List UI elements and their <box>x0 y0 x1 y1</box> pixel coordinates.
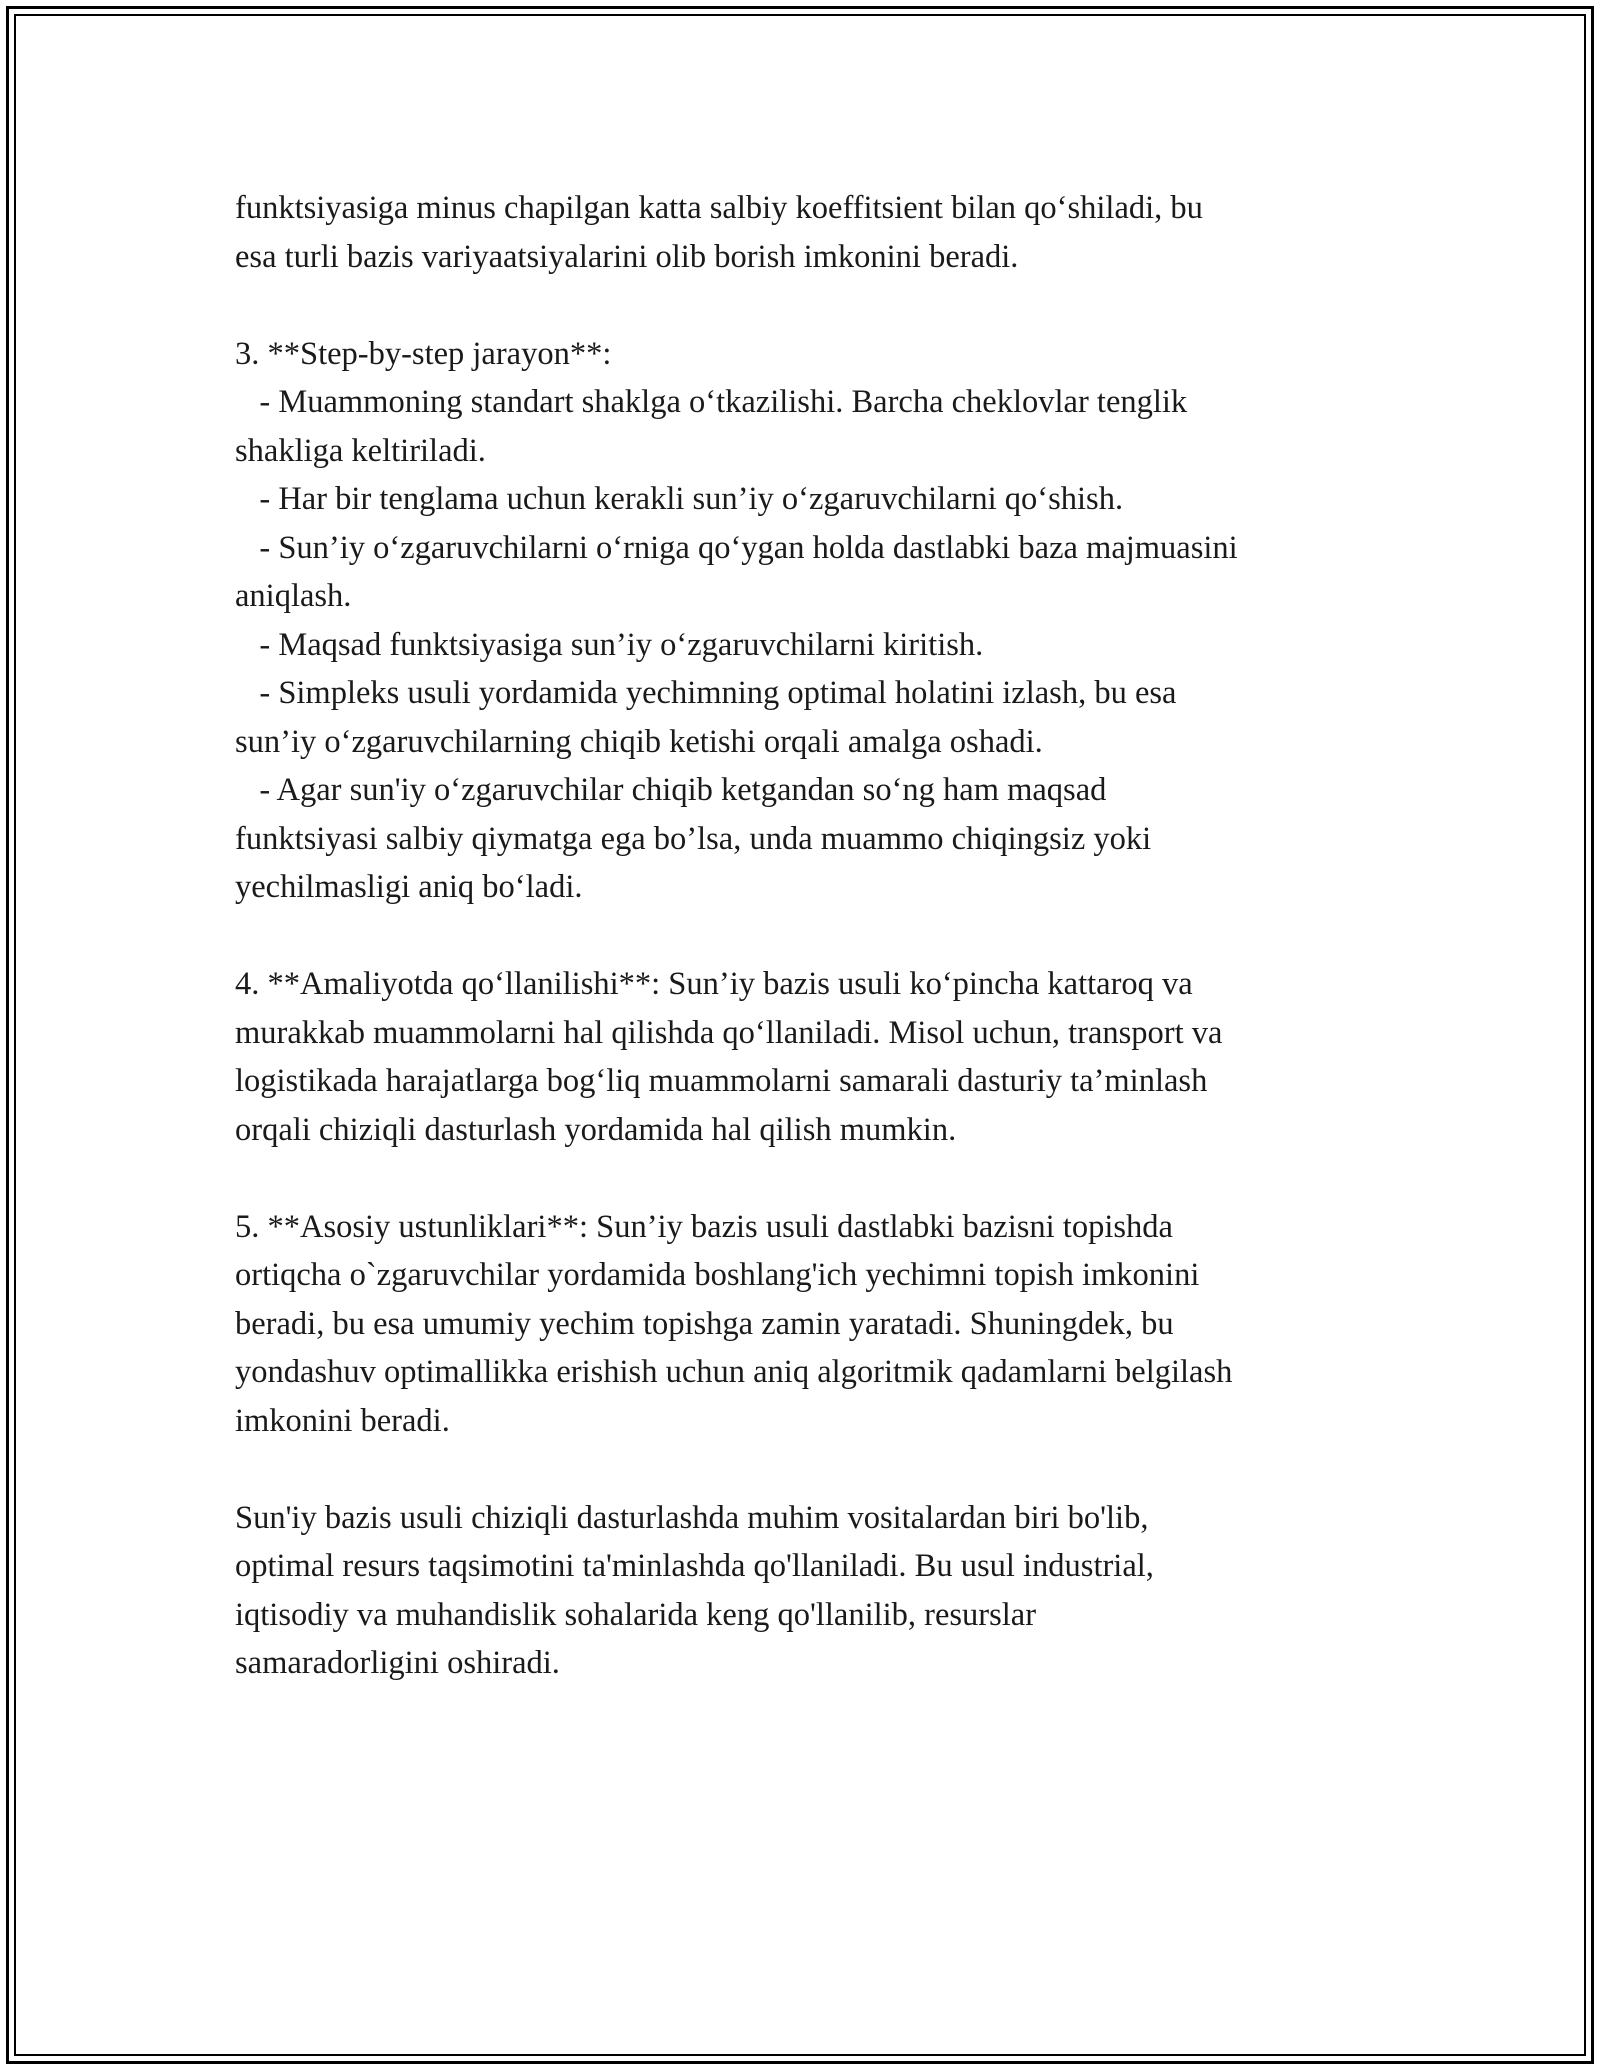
text-line: esa turli bazis variyaatsiyalarini olib borish imkonini beradi. <box>235 238 1019 275</box>
text-line: beradi, bu esa umumiy yechim topishga zamin yaratadi. Shuningdek, bu <box>235 1305 1174 1342</box>
section-4-heading: 4. **Amaliyotda qo‘llanilishi**: Sun’iy bazis usuli ko‘pincha kattaroq va <box>235 966 1193 1002</box>
section-3-heading: 3. **Step-by-step jarayon**: <box>235 335 612 372</box>
text-line: imkonini beradi. <box>235 1402 450 1439</box>
text-line: - Simpleks usuli yordamida yechimning optimal holatini izlash, bu esa <box>235 675 1177 711</box>
conclusion-paragraph <box>235 1494 1395 1688</box>
text-line: orqali chiziqli dasturlash yordamida hal qilish mumkin. <box>235 1111 957 1148</box>
text-line: funktsiyasi salbiy qiymatga ega bo’lsa, unda muammo chiqingsiz yoki <box>235 820 1152 857</box>
text-line: yechilmasligi aniq bo‘ladi. <box>235 869 583 905</box>
intro-paragraph <box>235 184 1395 281</box>
text-line: - Muammoning standart shaklga o‘tkazilishi. Barcha cheklovlar tenglik <box>235 384 1188 420</box>
paragraph-gap <box>235 1154 1395 1203</box>
text-line: Sun'iy bazis usuli chiziqli dasturlashda muhim vositalardan biri bo'lib, <box>235 1499 1149 1536</box>
text-line: optimal resurs taqsimotini ta'minlashda qo'llaniladi. Bu usul industrial, <box>235 1548 1154 1584</box>
text-line: ortiqcha o`zgaruvchilar yordamida boshlang'ich yechimni topish imkonini <box>235 1257 1200 1293</box>
text-line: yondashuv optimallikka erishish uchun aniq algoritmik qadamlarni belgilash <box>235 1354 1233 1390</box>
section-5-heading: 5. **Asosiy ustunliklari**: Sun’iy bazis usuli dastlabki bazisni topishda <box>235 1208 1173 1245</box>
text-line: iqtisodiy va muhandislik sohalarida keng qo'llanilib, resurslar <box>235 1596 1037 1633</box>
paragraph-gap <box>235 912 1395 961</box>
text-line: logistikada harajatlarga bog‘liq muammolarni samarali dasturiy ta’minlash <box>235 1063 1208 1099</box>
section-5-paragraph <box>235 1203 1395 1446</box>
text-line: shakliga keltiriladi. <box>235 432 486 469</box>
text-line: samaradorligini oshiradi. <box>235 1645 560 1681</box>
text-line: - Sun’iy o‘zgaruvchilarni o‘rniga qo‘ygan holda dastlabki baza majmuasini <box>235 529 1238 566</box>
text-line: - Agar sun'iy o‘zgaruvchilar chiqib ketgandan so‘ng ham maqsad <box>235 772 1107 808</box>
text-line: sun’iy o‘zgaruvchilarning chiqib ketishi orqali amalga oshadi. <box>235 723 1043 760</box>
paragraph-gap <box>235 1445 1395 1494</box>
paragraph-gap <box>235 281 1395 330</box>
text-line: aniqlash. <box>235 578 352 614</box>
document-body <box>235 184 1395 1688</box>
text-line: - Maqsad funktsiyasiga sun’iy o‘zgaruvchilarni kiritish. <box>235 626 984 663</box>
section-3-paragraph <box>235 330 1395 912</box>
text-line: - Har bir tenglama uchun kerakli sun’iy o‘zgaruvchilarni qo‘shish. <box>235 481 1124 517</box>
text-line: murakkab muammolarni hal qilishda qo‘llaniladi. Misol uchun, transport va <box>235 1014 1223 1051</box>
section-4-paragraph <box>235 960 1395 1154</box>
text-line: funktsiyasiga minus chapilgan katta salbiy koeffitsient bilan qo‘shiladi, bu <box>235 190 1203 226</box>
